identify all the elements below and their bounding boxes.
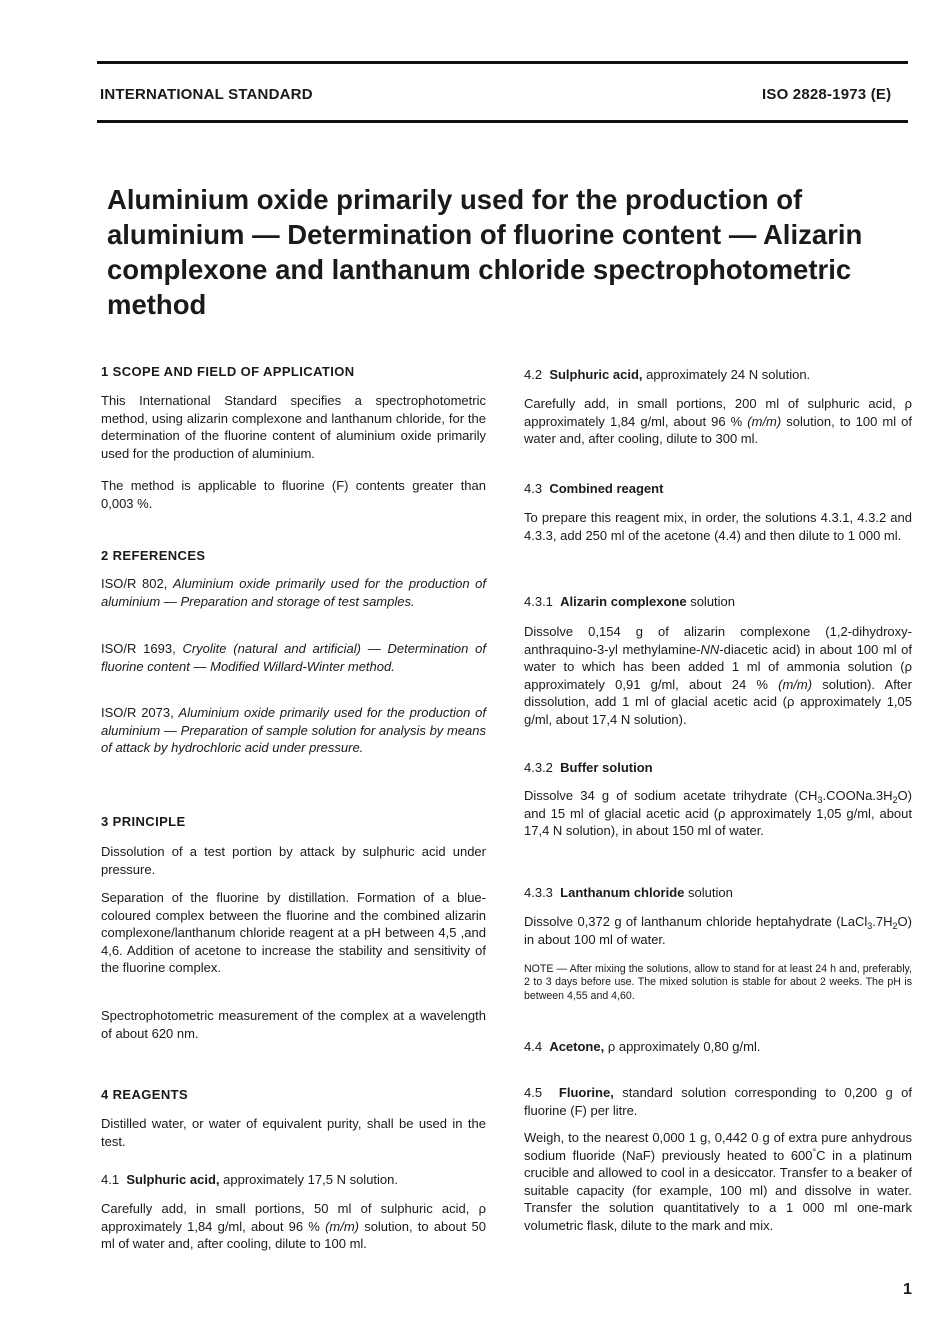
page-number: 1	[903, 1281, 912, 1298]
title-line: aluminium — Determination of fluorine content — Alizarin	[107, 219, 863, 250]
subsection-4-3-1-heading: 4.3.1 Alizarin complexone solution	[524, 594, 736, 609]
subsection-4-3-body: To prepare this reagent mix, in order, the solutions 4.3.1, 4.3.2 and 4.3.3, add 250 ml of the acetone (4.4) and then dilute to 1 000 ml.	[524, 510, 912, 543]
header-right: ISO 2828-1973 (E)	[762, 86, 892, 103]
subsection-4-3-heading: 4.3 Combined reagent	[524, 481, 664, 496]
reference-2	[101, 640, 486, 675]
reference-title: Cryolite (natural and artificial) — Determination of fluorine content — Modified Willard-Winter method.	[101, 641, 486, 674]
subsection-4-3-1-body: Dissolve 0,154 g of alizarin complexone (1,2-dihydroxy-anthraquino-3-yl methylamine-NN-diacetic acid) in about 100 ml of water to which has been added 1 ml of ammonia solution (ρ approximately 0,91 g/ml, about 24 % (m/m) solution). After dissolution, add 1 ml of glacial acetic acid (ρ approximately 1,05 g/ml, about 17,4 N solution).	[524, 624, 912, 727]
subsection-4-2-body: Carefully add, in small portions, 200 ml of sulphuric acid, ρ approximately 1,84 g/ml, about 96 % (m/m) solution, to 100 ml of water and, after cooling, dilute to 300 ml.	[524, 396, 912, 447]
subsection-4-2-heading: 4.2 Sulphuric acid, approximately 24 N solution.	[524, 367, 811, 382]
subsection-4-4-heading: 4.4 Acetone, ρ approximately 0,80 g/ml.	[524, 1039, 761, 1054]
subsection-4-3-3-heading: 4.3.3 Lanthanum chloride solution	[524, 885, 733, 900]
subsection-4-5-body: Weigh, to the nearest 0,000 1 g, 0,442 0 g of extra pure anhydrous sodium fluoride (NaF) previously heated to 600°C in a platinum crucible and allowed to cool in a desiccator. Transfer to a beaker of suitable capacity (for example, 100 ml) and dissolve in water. Transfer the solution quantitatively to a 1 000 ml one-mark volumetric flask, dilute to the mark and mix.	[524, 1130, 912, 1233]
section-1-body-2	[101, 477, 486, 512]
reference-title: Aluminium oxide primarily used for the production of aluminium — Preparation of sample solution for analysis by means of attack by hydrochloric acid under pressure.	[101, 705, 486, 756]
subsection-4-3-2-heading: 4.3.2 Buffer solution	[524, 760, 653, 775]
title-line: Aluminium oxide primarily used for the production of	[107, 184, 803, 215]
top-rule	[97, 61, 908, 64]
subsection-4-5-heading: 4.5 Fluorine, standard solution corresponding to 0,200 g of fluorine (F) per litre.	[524, 1085, 912, 1118]
section-4-heading: 4 REAGENTS	[101, 1087, 189, 1102]
reference-number: ISO/R 802,	[101, 576, 168, 591]
section-1-body	[101, 392, 486, 462]
reagents-intro: Distilled water, or water of equivalent purity, shall be used in the test.	[101, 1116, 486, 1149]
section-2-heading: 2 REFERENCES	[101, 548, 206, 563]
paragraph: The method is applicable to fluorine (F) contents greater than 0,003 %.	[101, 478, 486, 511]
reference-3	[101, 704, 486, 757]
principle-paragraph-3: Spectrophotometric measurement of the complex at a wavelength of about 620 nm.	[101, 1008, 486, 1041]
reference-number: ISO/R 2073,	[101, 705, 174, 720]
paragraph: This International Standard specifies a spectrophotometric method, using alizarin complexone and lanthanum chloride, for the determination of the fluorine content of aluminium oxide primarily used for the production of aluminium.	[101, 393, 486, 461]
header-left: INTERNATIONAL STANDARD	[100, 86, 313, 103]
section-1-heading: 1 SCOPE AND FIELD OF APPLICATION	[101, 364, 355, 379]
title-line: method	[107, 289, 207, 320]
document-title	[107, 182, 907, 322]
subsection-4-1-body: Carefully add, in small portions, 50 ml of sulphuric acid, ρ approximately 1,84 g/ml, about 96 % (m/m) solution, to about 50 ml of water and, after cooling, dilute to 100 ml.	[101, 1201, 486, 1252]
header-rule	[97, 120, 908, 123]
title-line: complexone and lanthanum chloride spectrophotometric	[107, 254, 852, 285]
reference-1	[101, 575, 486, 610]
principle-paragraph-2: Separation of the fluorine by distillation. Formation of a blue-coloured complex between the fluorine and the combined alizarin complexone/lanthanum chloride reagent at a pH between 4,5 ,and 4,6. Addition of acetone to increase the stability and sensitivity of the fluorine complex.	[101, 890, 486, 976]
subsection-4-3-2-body: Dissolve 34 g of sodium acetate trihydrate $(CH_3.COONa.3H_2O)$ and 15 ml of glacial acetic acid (ρ approximately 1,05 g/ml, about 17,4 N solution), in about 150 ml of water.	[524, 788, 912, 839]
section-3-heading: 3 PRINCIPLE	[101, 814, 186, 829]
reference-title: Aluminium oxide primarily used for the production of aluminium — Preparation and storage of test samples.	[101, 576, 487, 609]
subsection-4-3-3-body: Dissolve 0,372 g of lanthanum chloride heptahydrate $(LaCl_3.7H_2O)$ in about 100 ml of water.	[524, 914, 912, 947]
principle-paragraph-1: Dissolution of a test portion by attack by sulphuric acid under pressure.	[101, 844, 486, 877]
reference-number: ISO/R 1693,	[101, 641, 176, 656]
subsection-4-1-heading: 4.1 Sulphuric acid, approximately 17,5 N solution.	[101, 1172, 398, 1187]
note: NOTE — After mixing the solutions, allow to stand for at least 24 h and, preferably, 2 to 3 days before use. The mixed solution is stable for about 2 weeks. The pH is between 4,55 and 4,60.	[524, 963, 912, 1002]
